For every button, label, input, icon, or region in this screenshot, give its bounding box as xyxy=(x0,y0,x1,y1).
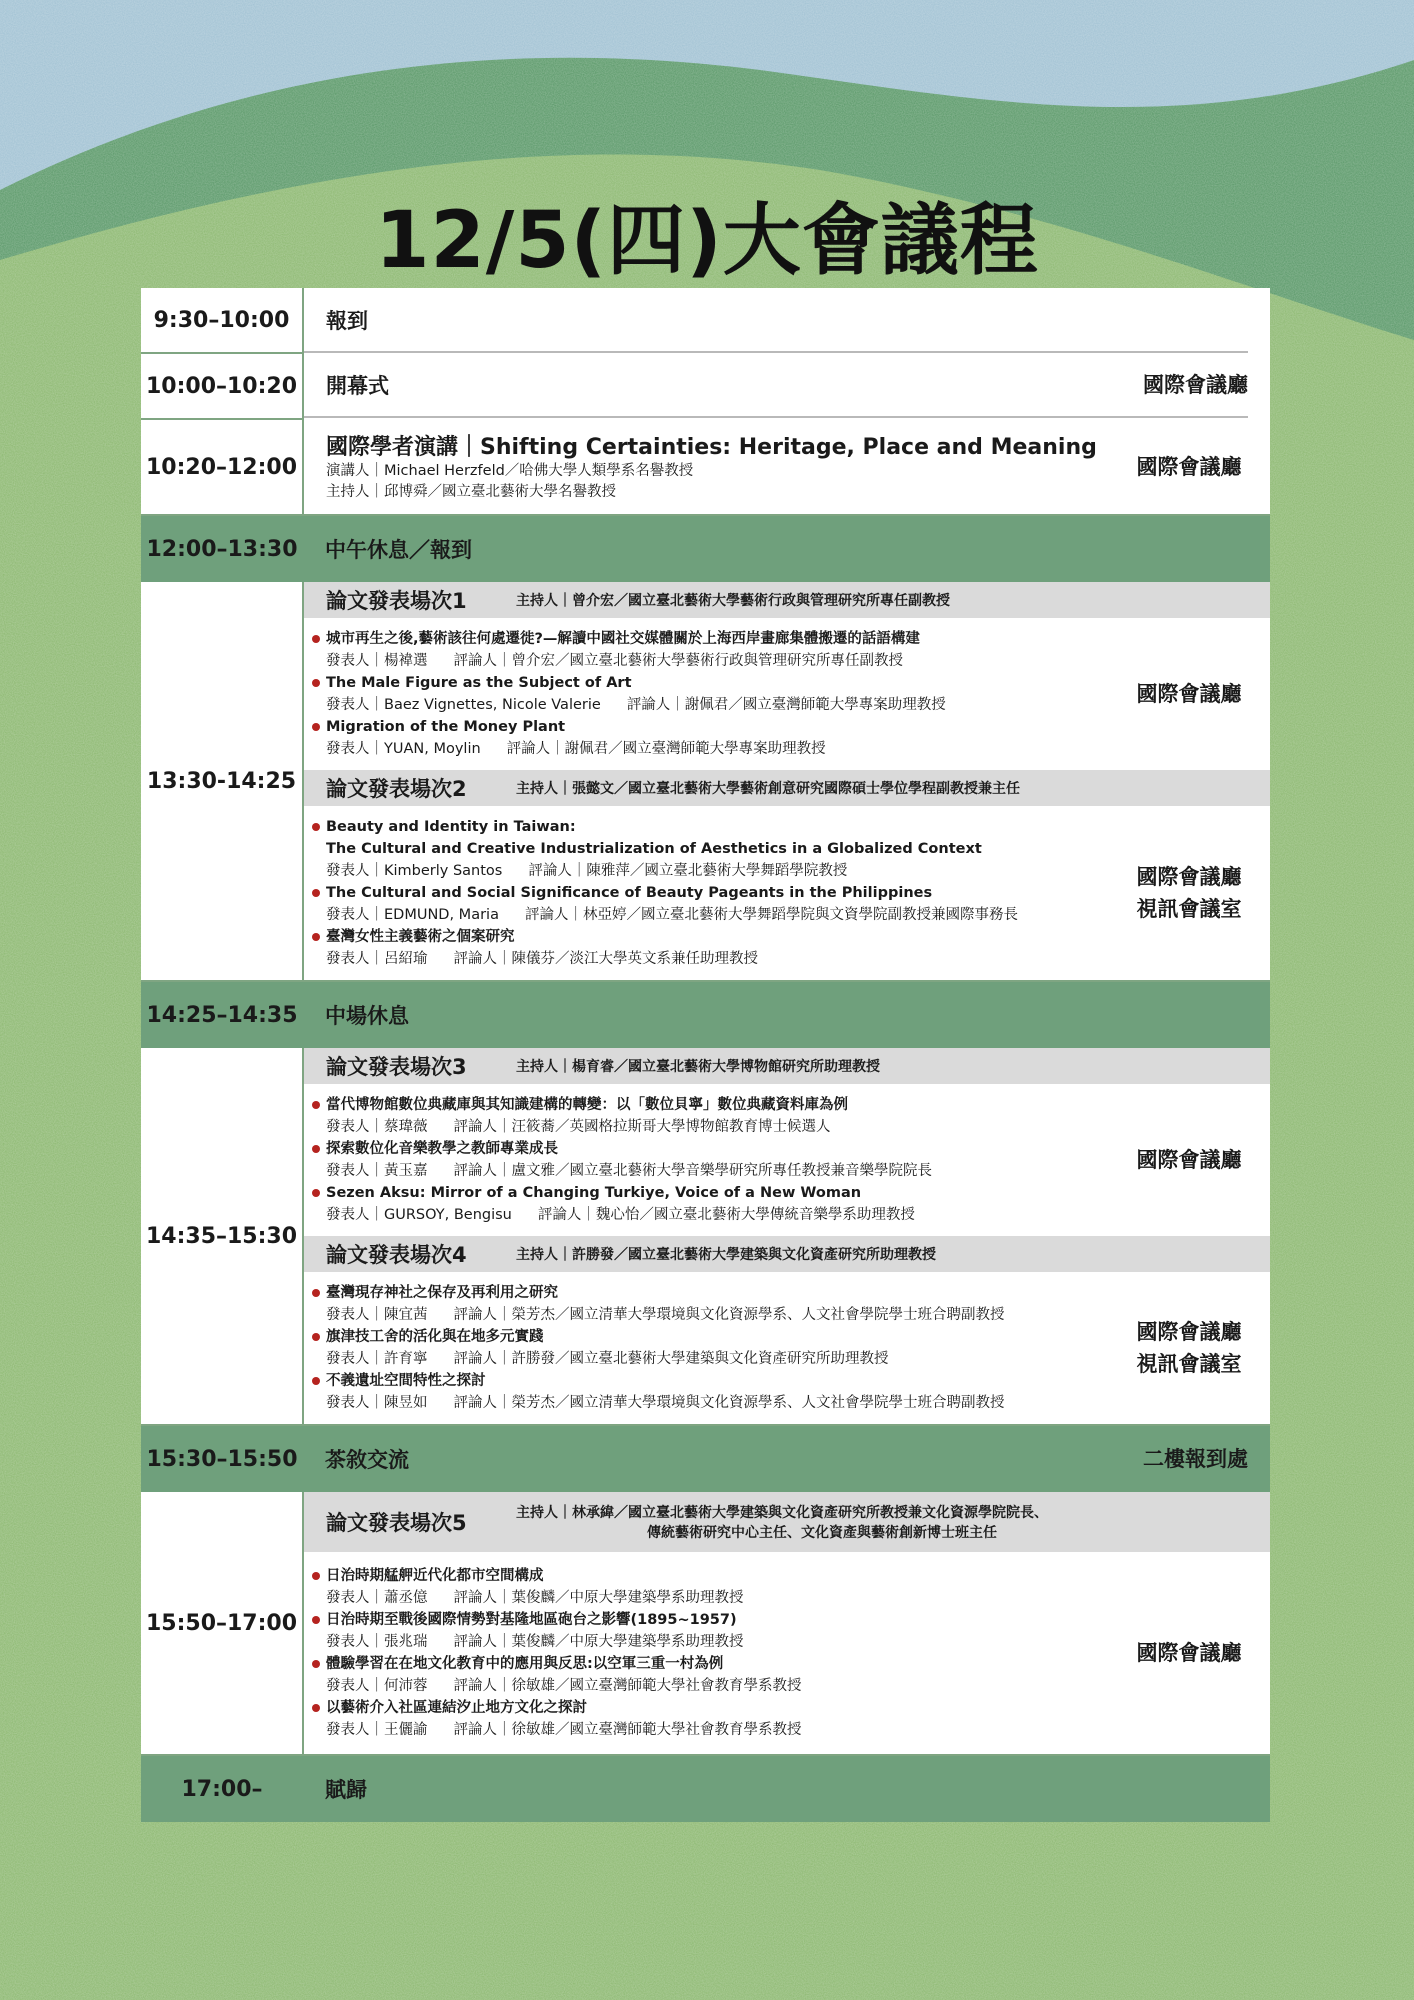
row-label: 報到 xyxy=(326,308,368,333)
row-lunch xyxy=(141,515,1270,582)
paper-item xyxy=(312,1565,1130,1609)
content-cell xyxy=(303,1425,1270,1492)
room-label: 二樓報到處 xyxy=(1143,1447,1248,1471)
bullet-icon xyxy=(312,823,320,831)
room-line: 國際會議廳 xyxy=(1136,682,1242,706)
bullet-icon xyxy=(312,723,320,731)
session-body xyxy=(304,1552,1270,1754)
row-checkin xyxy=(141,288,1270,353)
bullet-icon xyxy=(312,1704,320,1712)
bullet-icon xyxy=(312,1189,320,1197)
paper-presenter: 發表人｜許育寧 xyxy=(326,1351,428,1367)
row-tea xyxy=(141,1425,1270,1492)
time-cell: 15:50–17:00 xyxy=(141,1492,303,1755)
paper-reviewer: 評論人｜徐敏雄／國立臺灣師範大學社會教育學系教授 xyxy=(453,1678,802,1694)
paper-title: 日治時期至戰後國際情勢對基隆地區砲台之影響(1895~1957) xyxy=(326,1612,737,1628)
row-opening xyxy=(141,353,1270,419)
paper-presenter: 發表人｜蔡瑋薇 xyxy=(326,1119,428,1135)
row-label: 中場休息 xyxy=(325,1004,409,1028)
bullet-icon xyxy=(312,1377,320,1385)
session-header xyxy=(304,1236,1270,1272)
paper-title: 臺灣女性主義藝術之個案研究 xyxy=(326,929,515,945)
row-label: 賦歸 xyxy=(325,1778,367,1802)
paper-item xyxy=(312,1609,1130,1653)
session-header xyxy=(304,582,1270,618)
row-block1 xyxy=(141,582,1270,981)
bullet-icon xyxy=(312,1289,320,1297)
time-cell: 12:00–13:30 xyxy=(141,515,303,582)
content-cell xyxy=(303,419,1270,515)
paper-title: 城市再生之後,藝術該往何處遷徙?—解讀中國社交媒體關於上海西岸畫廊集體搬遷的話語構建 xyxy=(326,631,920,647)
row-block2 xyxy=(141,1048,1270,1425)
bullet-icon xyxy=(312,1660,320,1668)
paper-reviewer: 評論人｜林亞婷／國立臺北藝術大學舞蹈學院與文資學院副教授兼國際事務長 xyxy=(524,907,1018,923)
paper-reviewer: 評論人｜陳儀芬／淡江大學英文系兼任助理教授 xyxy=(453,951,758,967)
bullet-icon xyxy=(312,1616,320,1624)
session-chair: 主持人｜楊育睿／國立臺北藝術大學博物館研究所助理教授 xyxy=(516,1059,880,1075)
paper-title: 旗津技工舍的活化與在地多元實踐 xyxy=(326,1329,544,1345)
page-title: 12/5(四)大會議程 xyxy=(375,196,1039,286)
paper-presenter: 發表人｜蕭丞億 xyxy=(326,1590,428,1606)
row-label: 中午休息／報到 xyxy=(325,538,472,562)
room-line: 視訊會議室 xyxy=(1136,1352,1242,1376)
bullet-icon xyxy=(312,1145,320,1153)
session-header xyxy=(304,1492,1270,1552)
room-label xyxy=(1130,1316,1248,1380)
room-label: 國際會議廳 xyxy=(1143,373,1248,397)
paper-reviewer: 評論人｜榮芳杰／國立清華大學環境與文化資源學系、人文社會學院學士班合聘副教授 xyxy=(453,1307,1005,1323)
paper-reviewer: 評論人｜葉俊麟／中原大學建築學系助理教授 xyxy=(453,1590,744,1606)
paper-title: Beauty and Identity in Taiwan: xyxy=(326,819,576,835)
room-line: 國際會議廳 xyxy=(1136,865,1242,889)
content-cell xyxy=(303,353,1270,419)
paper-presenter: 發表人｜王儷諭 xyxy=(326,1722,428,1738)
paper-presenter: 發表人｜YUAN, Moylin xyxy=(326,741,481,757)
bullet-icon xyxy=(312,1572,320,1580)
time-cell: 9:30–10:00 xyxy=(141,288,303,353)
paper-presenter: 發表人｜陳宜茜 xyxy=(326,1307,428,1323)
paper-item xyxy=(312,1697,1130,1741)
time-cell: 14:25–14:35 xyxy=(141,981,303,1048)
paper-item xyxy=(312,1182,1130,1226)
paper-presenter: 發表人｜Kimberly Santos xyxy=(326,863,503,879)
session-chair: 主持人｜張懿文／國立臺北藝術大學藝術創意研究國際碩士學位學程副教授兼主任 xyxy=(516,781,1020,797)
session-name: 論文發表場次2 xyxy=(326,777,467,801)
session-name: 論文發表場次1 xyxy=(326,589,467,613)
paper-reviewer: 評論人｜葉俊麟／中原大學建築學系助理教授 xyxy=(453,1634,744,1650)
paper-reviewer: 評論人｜謝佩君／國立臺灣師範大學專案助理教授 xyxy=(626,697,946,713)
paper-item xyxy=(312,1653,1130,1697)
paper-title: 不義遺址空間特性之探討 xyxy=(326,1373,486,1389)
paper-reviewer: 評論人｜陳雅萍／國立臺北藝術大學舞蹈學院教授 xyxy=(528,863,848,879)
paper-item xyxy=(312,716,1130,760)
paper-title: Sezen Aksu: Mirror of a Changing Turkiye, Voice of a New Woman xyxy=(326,1185,862,1201)
row-keynote xyxy=(141,419,1270,515)
paper-item xyxy=(312,628,1130,672)
room-label: 國際會議廳 xyxy=(1136,454,1242,479)
row-end xyxy=(141,1755,1270,1822)
paper-item xyxy=(312,1094,1130,1138)
session-name: 論文發表場次4 xyxy=(326,1243,467,1267)
room-label xyxy=(1130,1144,1248,1176)
session-header xyxy=(304,1048,1270,1084)
session-body xyxy=(304,806,1270,980)
paper-presenter: 發表人｜陳昱如 xyxy=(326,1395,428,1411)
paper-reviewer: 評論人｜魏心怡／國立臺北藝術大學傳統音樂學系助理教授 xyxy=(537,1207,915,1223)
paper-item xyxy=(312,1138,1130,1182)
session-body xyxy=(304,1272,1270,1424)
session-chair xyxy=(516,1502,1048,1542)
paper-presenter: 發表人｜呂紹瑜 xyxy=(326,951,428,967)
room-label xyxy=(1130,678,1248,710)
paper-item xyxy=(312,882,1130,926)
session-chair-line2: 傳統藝術研究中心主任、文化資產與藝術創新博士班主任 xyxy=(647,1525,997,1541)
keynote-host: 主持人｜邱博舜／國立臺北藝術大學名譽教授 xyxy=(326,484,616,500)
bullet-icon xyxy=(312,1101,320,1109)
paper-item xyxy=(312,1326,1130,1370)
session-header xyxy=(304,770,1270,806)
time-cell: 10:00–10:20 xyxy=(141,353,303,419)
paper-title: 以藝術介入社區連結汐止地方文化之探討 xyxy=(326,1700,587,1716)
paper-item xyxy=(312,926,1130,970)
room-label xyxy=(1130,861,1248,925)
session-name: 論文發表場次3 xyxy=(326,1055,467,1079)
paper-title: The Cultural and Social Significance of Beauty Pageants in the Philippines xyxy=(326,885,933,901)
paper-reviewer: 評論人｜曾介宏／國立臺北藝術大學藝術行政與管理研究所專任副教授 xyxy=(453,653,903,669)
paper-reviewer: 評論人｜徐敏雄／國立臺灣師範大學社會教育學系教授 xyxy=(453,1722,802,1738)
paper-title: 探索數位化音樂教學之教師專業成長 xyxy=(326,1141,558,1157)
keynote-speaker: 演講人｜Michael Herzfeld／哈佛大學人類學系名譽教授 xyxy=(326,463,694,479)
row-block3 xyxy=(141,1492,1270,1755)
paper-reviewer: 評論人｜汪筱蕎／英國格拉斯哥大學博物館教育博士候選人 xyxy=(453,1119,831,1135)
session-chair-line1: 主持人｜林承緯／國立臺北藝術大學建築與文化資產研究所教授兼文化資源學院院長、 xyxy=(516,1505,1048,1521)
session-chair: 主持人｜曾介宏／國立臺北藝術大學藝術行政與管理研究所專任副教授 xyxy=(516,593,950,609)
time-cell: 15:30–15:50 xyxy=(141,1425,303,1492)
session-name: 論文發表場次5 xyxy=(326,1511,467,1535)
content-cell xyxy=(303,981,1270,1048)
content-cell xyxy=(303,288,1270,353)
paper-title: 體驗學習在在地文化教育中的應用與反思:以空軍三重一村為例 xyxy=(326,1656,724,1672)
paper-title: Migration of the Money Plant xyxy=(326,719,566,735)
bullet-icon xyxy=(312,635,320,643)
session-body xyxy=(304,618,1270,770)
paper-item xyxy=(312,1370,1130,1414)
room-line: 國際會議廳 xyxy=(1136,1641,1242,1665)
paper-presenter: 發表人｜何沛蓉 xyxy=(326,1678,428,1694)
paper-item xyxy=(312,672,1130,716)
paper-reviewer: 評論人｜榮芳杰／國立清華大學環境與文化資源學系、人文社會學院學士班合聘副教授 xyxy=(453,1395,1005,1411)
room-line: 視訊會議室 xyxy=(1136,897,1242,921)
time-cell: 13:30-14:25 xyxy=(141,582,303,981)
paper-presenter: 發表人｜EDMUND, Maria xyxy=(326,907,499,923)
time-cell: 10:20–12:00 xyxy=(141,419,303,515)
room-line: 國際會議廳 xyxy=(1136,1320,1242,1344)
row-label: 開幕式 xyxy=(326,374,389,398)
paper-item xyxy=(312,816,1130,882)
room-label xyxy=(1130,1637,1248,1669)
paper-reviewer: 評論人｜盧文雅／國立臺北藝術大學音樂學研究所專任教授兼音樂學院院長 xyxy=(453,1163,932,1179)
time-cell: 17:00– xyxy=(141,1755,303,1822)
row-midbreak xyxy=(141,981,1270,1048)
content-cell xyxy=(303,1048,1270,1425)
paper-presenter: 發表人｜張兆瑞 xyxy=(326,1634,428,1650)
content-cell xyxy=(303,515,1270,582)
session-chair: 主持人｜許勝發／國立臺北藝術大學建築與文化資產研究所助理教授 xyxy=(516,1247,936,1263)
paper-presenter: 發表人｜Baez Vignettes, Nicole Valerie xyxy=(326,697,601,713)
content-cell xyxy=(303,582,1270,981)
paper-presenter: 發表人｜楊褘選 xyxy=(326,653,428,669)
paper-reviewer: 評論人｜謝佩君／國立臺灣師範大學專案助理教授 xyxy=(506,741,826,757)
keynote-title: 國際學者演講｜Shifting Certainties: Heritage, Place and Meaning xyxy=(326,435,1097,460)
paper-title: 日治時期艋舺近代化都市空間構成 xyxy=(326,1568,544,1584)
paper-title: 當代博物館數位典藏庫與其知識建構的轉變：以「數位貝寧」數位典藏資料庫為例 xyxy=(326,1097,848,1113)
bullet-icon xyxy=(312,933,320,941)
bullet-icon xyxy=(312,1333,320,1341)
paper-title: 臺灣現存神社之保存及再利用之研究 xyxy=(326,1285,558,1301)
schedule-table xyxy=(141,288,1270,1822)
paper-reviewer: 評論人｜許勝發／國立臺北藝術大學建築與文化資產研究所助理教授 xyxy=(453,1351,889,1367)
session-body xyxy=(304,1084,1270,1236)
paper-item xyxy=(312,1282,1130,1326)
time-cell: 14:35–15:30 xyxy=(141,1048,303,1425)
paper-presenter: 發表人｜黃玉嘉 xyxy=(326,1163,428,1179)
bullet-icon xyxy=(312,679,320,687)
bullet-icon xyxy=(312,889,320,897)
paper-title-line2: The Cultural and Creative Industrialization of Aesthetics in a Globalized Context xyxy=(326,841,982,857)
paper-title: The Male Figure as the Subject of Art xyxy=(326,675,632,691)
content-cell xyxy=(303,1755,1270,1822)
room-line: 國際會議廳 xyxy=(1136,1148,1242,1172)
paper-presenter: 發表人｜GURSOY, Bengisu xyxy=(326,1207,512,1223)
row-label: 茶敘交流 xyxy=(325,1448,409,1472)
content-cell xyxy=(303,1492,1270,1755)
